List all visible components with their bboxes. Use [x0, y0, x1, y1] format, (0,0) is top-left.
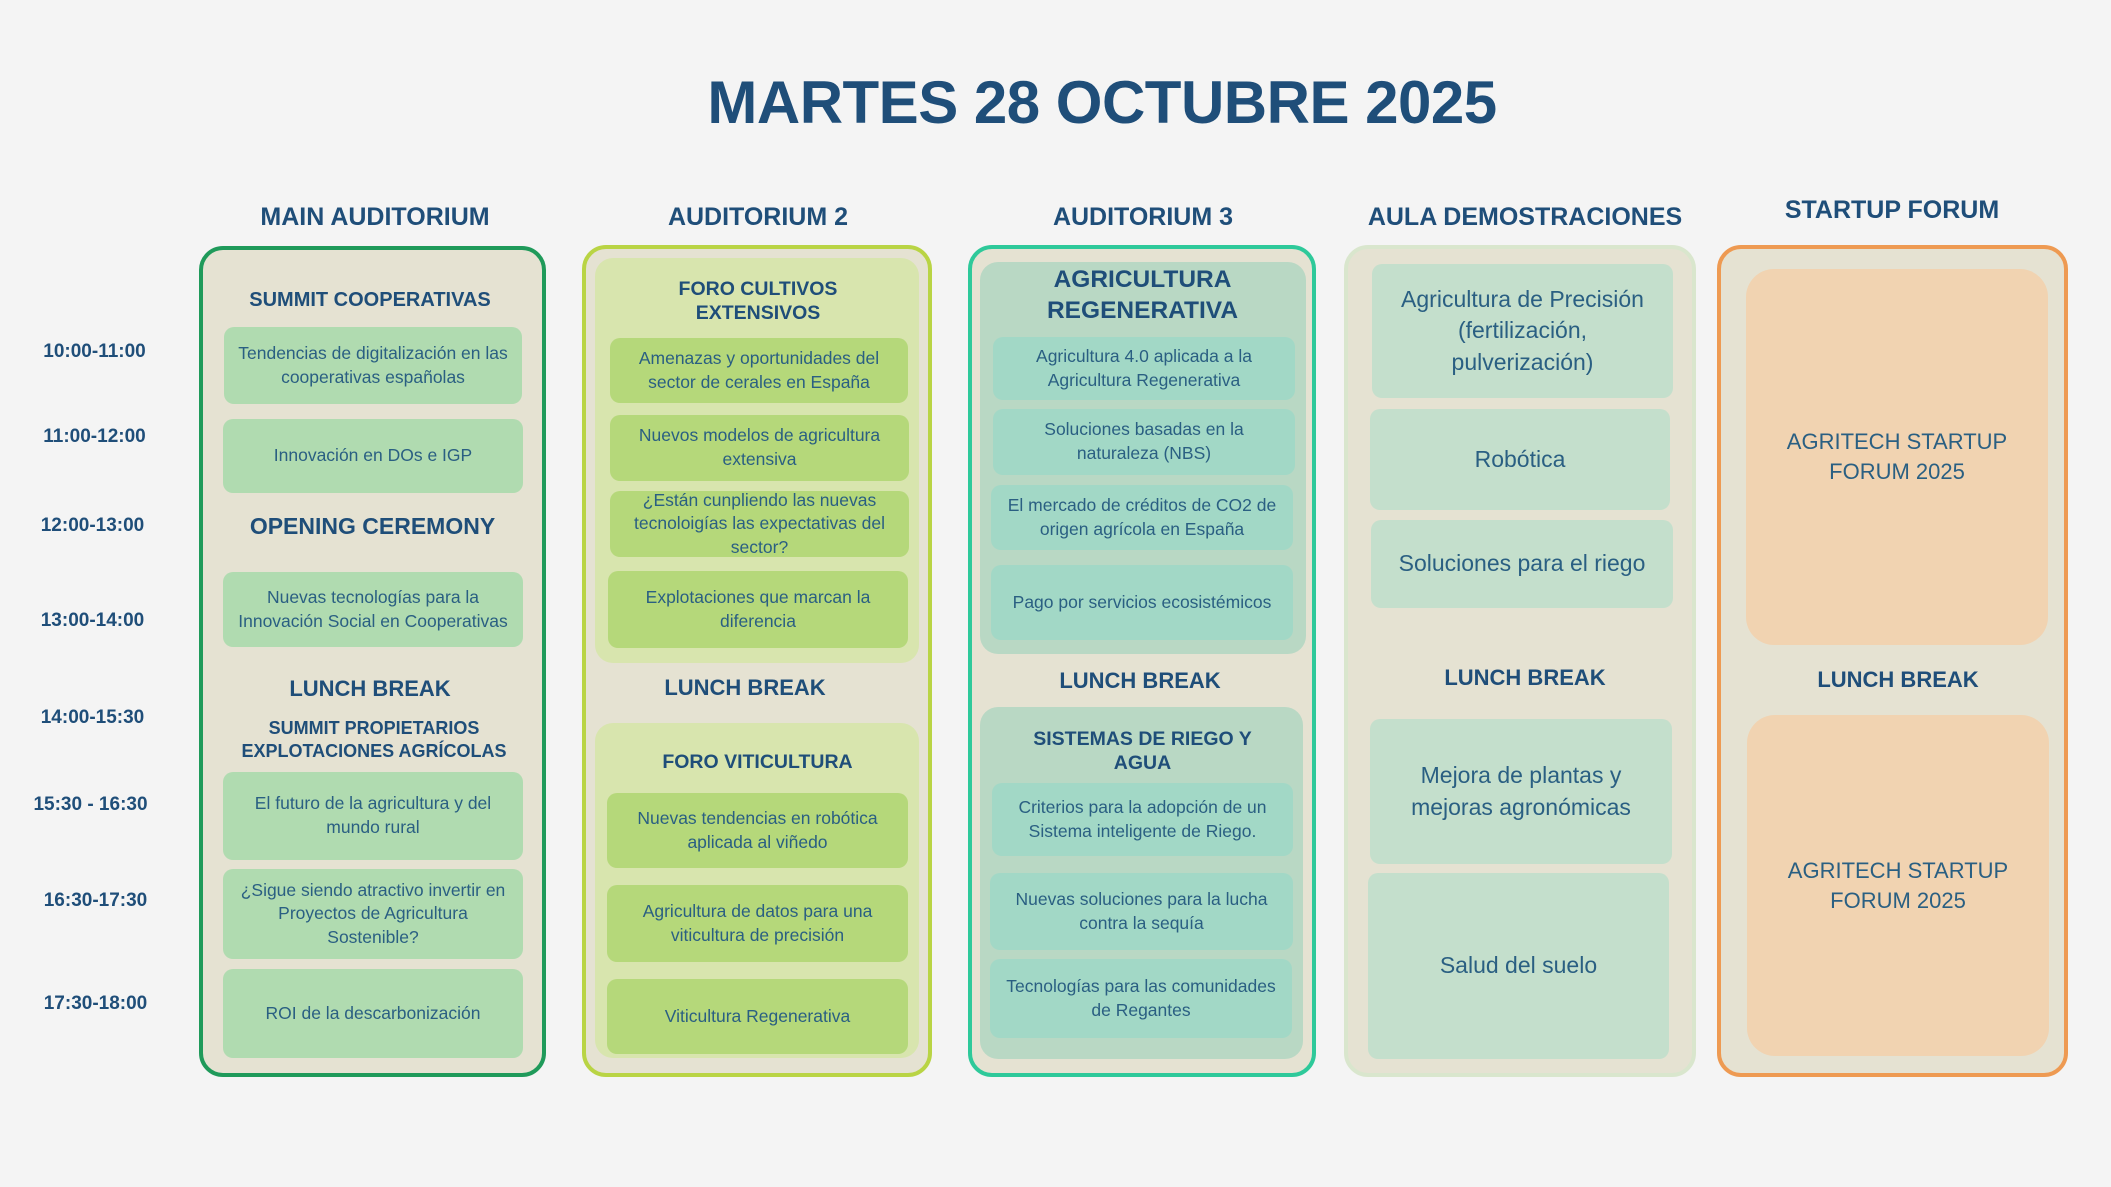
- header-auditorium-3: AUDITORIUM 3: [1052, 203, 1234, 231]
- session-card[interactable]: Innovación en DOs e IGP: [223, 419, 523, 493]
- session-card[interactable]: Pago por servicios ecosistémicos: [991, 565, 1293, 640]
- lunch-break-label: LUNCH BREAK: [1059, 668, 1221, 693]
- session-card[interactable]: Nuevas tendencias en robótica aplicada al viñedo: [607, 793, 908, 868]
- header-aula-demostraciones: AULA DEMOSTRACIONES: [1367, 203, 1683, 231]
- session-card[interactable]: Agricultura de datos para una viticultura de precisión: [607, 885, 908, 962]
- lunch-break-label: LUNCH BREAK: [289, 676, 451, 701]
- time-label: 13:00-14:00: [40, 610, 145, 631]
- session-card[interactable]: Criterios para la adopción de un Sistema inteligente de Riego.: [992, 783, 1293, 856]
- agricultura-regenerativa-title: AGRICULTURA REGENERATIVA: [1046, 266, 1239, 324]
- foro-viticultura-title: FORO VITICULTURA: [662, 751, 853, 773]
- session-card[interactable]: ROI de la descarbonización: [223, 969, 523, 1058]
- session-card[interactable]: Salud del suelo: [1368, 873, 1669, 1059]
- lunch-break-label: LUNCH BREAK: [1444, 665, 1606, 690]
- time-label: 11:00-12:00: [43, 426, 146, 447]
- session-card[interactable]: Explotaciones que marcan la diferencia: [608, 571, 908, 648]
- header-auditorium-2: AUDITORIUM 2: [667, 203, 849, 231]
- startup-forum-block[interactable]: AGRITECH STARTUP FORUM 2025: [1747, 715, 2049, 1056]
- time-label: 12:00-13:00: [40, 515, 145, 536]
- time-label: 15:30 - 16:30: [33, 794, 148, 815]
- lunch-break-label: LUNCH BREAK: [664, 675, 826, 700]
- header-startup-forum: STARTUP FORUM: [1784, 196, 2000, 224]
- session-card[interactable]: Robótica: [1370, 409, 1670, 510]
- session-card[interactable]: Viticultura Regenerativa: [607, 979, 908, 1054]
- session-card[interactable]: Tecnologías para las comunidades de Regantes: [990, 959, 1292, 1038]
- time-label: 17:30-18:00: [43, 993, 148, 1014]
- time-label: 14:00-15:30: [40, 707, 145, 728]
- session-card[interactable]: ¿Sigue siendo atractivo invertir en Proyectos de Agricultura Sostenible?: [223, 869, 523, 959]
- session-card[interactable]: Agricultura 4.0 aplicada a la Agricultura Regenerativa: [993, 337, 1295, 400]
- session-card[interactable]: Mejora de plantas y mejoras agronómicas: [1370, 719, 1672, 864]
- session-card[interactable]: Soluciones para el riego: [1371, 520, 1673, 608]
- time-label: 10:00-11:00: [43, 341, 146, 362]
- session-card[interactable]: Nuevas soluciones para la lucha contra la sequía: [990, 873, 1293, 950]
- session-card[interactable]: Nuevas tecnologías para la Innovación Social en Cooperativas: [223, 572, 523, 647]
- session-card[interactable]: Agricultura de Precisión (fertilización, pulverización): [1372, 264, 1673, 398]
- startup-forum-block[interactable]: AGRITECH STARTUP FORUM 2025: [1746, 269, 2048, 645]
- page-title: MARTES 28 OCTUBRE 2025: [707, 69, 1497, 136]
- session-card[interactable]: El mercado de créditos de CO2 de origen agrícola en España: [991, 485, 1293, 550]
- session-card[interactable]: Soluciones basadas en la naturaleza (NBS): [993, 409, 1295, 475]
- foro-cultivos-title: FORO CULTIVOS EXTENSIVOS: [678, 278, 838, 325]
- session-card[interactable]: Tendencias de digitalización en las cooperativas españolas: [224, 327, 522, 404]
- sistemas-riego-title: SISTEMAS DE RIEGO Y AGUA: [1033, 728, 1252, 775]
- session-card[interactable]: Amenazas y oportunidades del sector de cerales en España: [610, 338, 908, 403]
- opening-ceremony-title: OPENING CEREMONY: [249, 513, 496, 539]
- session-card[interactable]: El futuro de la agricultura y del mundo rural: [223, 772, 523, 860]
- header-main-auditorium: MAIN AUDITORIUM: [260, 203, 490, 231]
- session-card[interactable]: ¿Están cunpliendo las nuevas tecnoloigías las expectativas del sector?: [610, 491, 909, 557]
- time-label: 16:30-17:30: [43, 890, 148, 911]
- summit-cooperativas-title: SUMMIT COOPERATIVAS: [249, 289, 491, 311]
- summit-propietarios-title: SUMMIT PROPIETARIOS EXPLOTACIONES AGRÍCOLAS: [241, 718, 507, 761]
- session-card[interactable]: Nuevos modelos de agricultura extensiva: [610, 415, 909, 481]
- lunch-break-label: LUNCH BREAK: [1817, 667, 1979, 692]
